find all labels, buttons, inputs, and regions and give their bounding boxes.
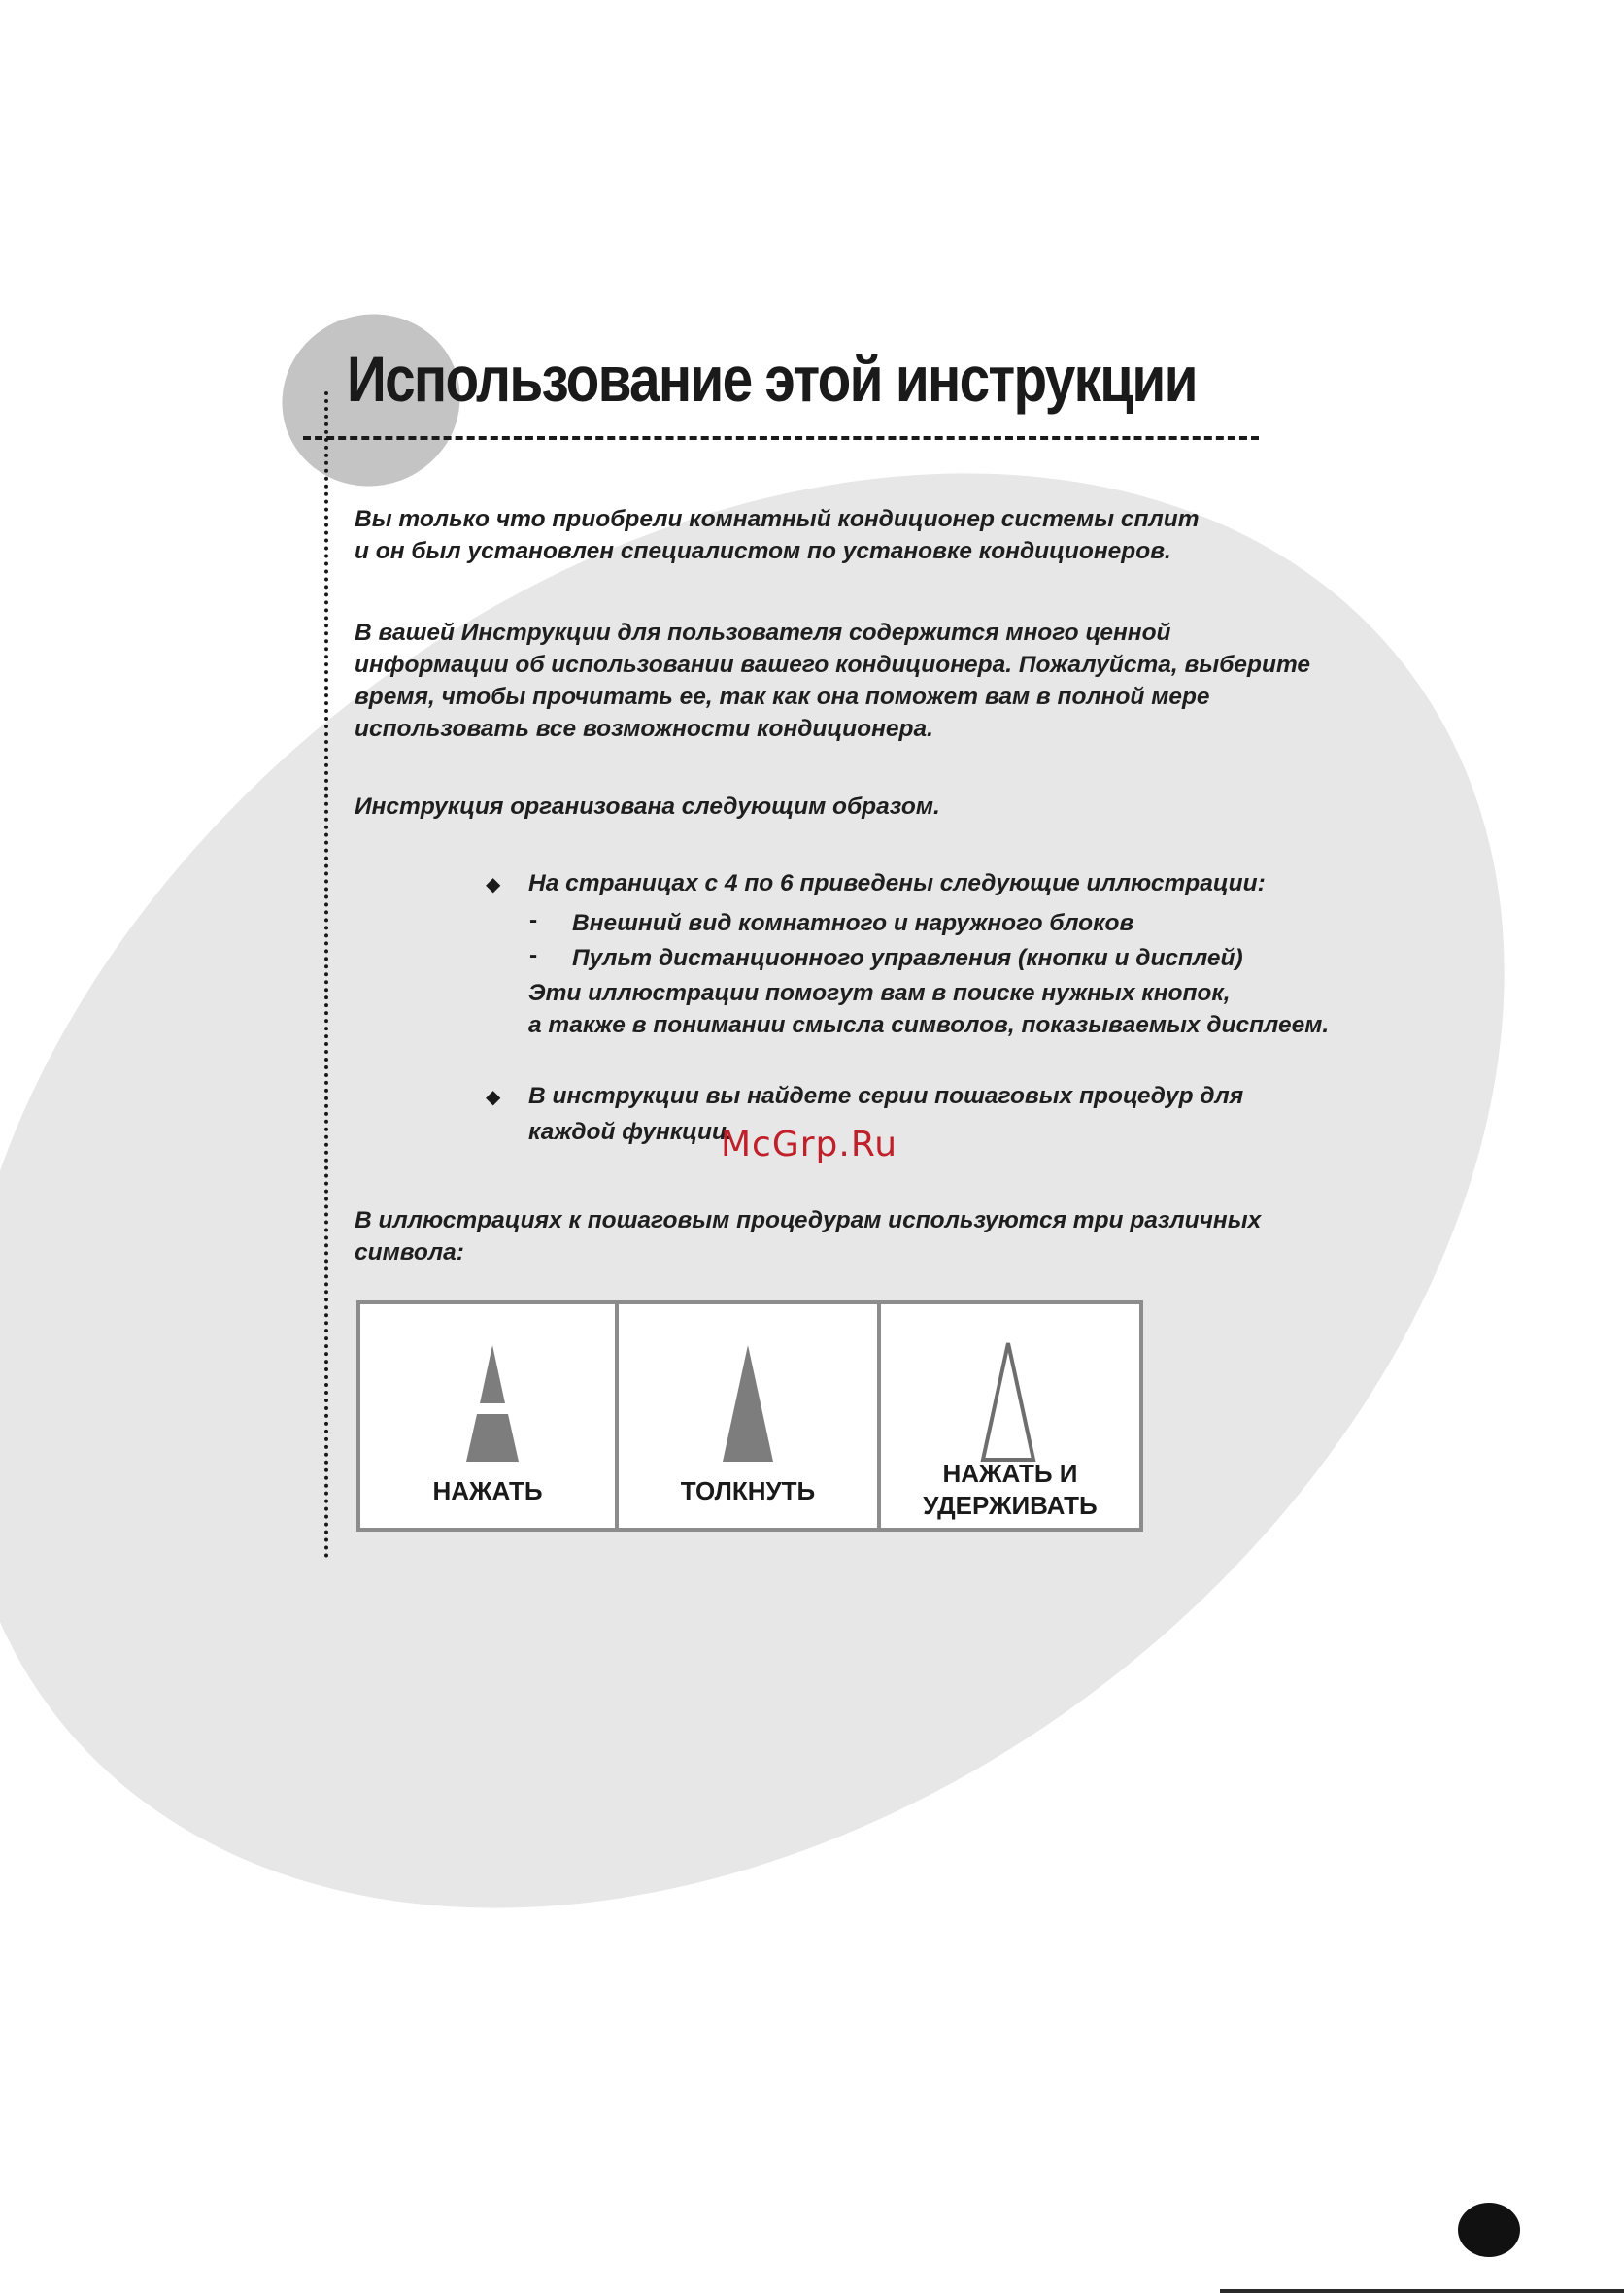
- symbol-cell-push: [619, 1300, 881, 1532]
- bullet-diamond-icon: ◆: [486, 1087, 501, 1108]
- sub-item-dash: -: [529, 942, 538, 968]
- symbols-intro-line: В иллюстрациях к пошаговым процедурам используются три различных: [355, 1207, 1262, 1233]
- organization-paragraph: [355, 791, 1365, 823]
- bullet-2-text: В инструкции вы найдете серии пошаговых процедур для: [528, 1083, 1244, 1109]
- symbol-label-hold: УДЕРЖИВАТЬ: [923, 1491, 1098, 1520]
- footer-line: [1220, 2289, 1624, 2293]
- organization-line: Инструкция организована следующим образом.: [355, 793, 940, 820]
- symbols-intro-paragraph: [355, 1204, 1365, 1268]
- page-number-marker: [1458, 2203, 1520, 2257]
- bullet-diamond-icon: ◆: [486, 874, 501, 895]
- sub-item-outdoor-units: Внешний вид комнатного и наружного блоков: [572, 910, 1134, 936]
- sub-item-dash: -: [529, 907, 538, 933]
- background-ellipse: [0, 177, 1624, 2204]
- symbol-cell-press: [356, 1300, 619, 1532]
- intro-paragraph: [355, 503, 1365, 567]
- manual-info-line: В вашей Инструкции для пользователя содержится много ценной: [355, 620, 1171, 646]
- symbols-table: [356, 1300, 1143, 1532]
- bullet-1-note: Эти иллюстрации помогут вам в поиске нужных кнопок,: [528, 980, 1231, 1006]
- page-title: Использование этой инструкции: [347, 343, 1197, 415]
- watermark: McGrp.Ru: [721, 1125, 898, 1164]
- intro-line: Вы только что приобрели комнатный кондиционер системы сплит: [355, 506, 1200, 532]
- title-divider: [303, 436, 1259, 440]
- manual-info-line: использовать все возможности кондиционера.: [355, 716, 933, 742]
- bullet-1-note: а также в понимании смысла символов, показываемых дисплеем.: [528, 1012, 1330, 1038]
- bullet-2-text: каждой функции.: [528, 1119, 733, 1145]
- manual-info-line: время, чтобы прочитать ее, так как она поможет вам в полной мере: [355, 684, 1210, 710]
- symbol-label-hold: НАЖАТЬ И: [942, 1459, 1078, 1488]
- symbols-intro-line: символа:: [355, 1239, 464, 1265]
- symbol-cell-press-and-hold: [881, 1300, 1143, 1532]
- vertical-dotted-rule: [324, 391, 328, 1559]
- symbol-label-press: НАЖАТЬ: [432, 1476, 543, 1505]
- bullet-1-text: На страницах с 4 по 6 приведены следующие иллюстрации:: [528, 870, 1266, 896]
- manual-info-paragraph: [355, 617, 1365, 745]
- intro-line: и он был установлен специалистом по установке кондиционеров.: [355, 538, 1171, 564]
- symbol-label-push: ТОЛКНУТЬ: [680, 1476, 816, 1505]
- sub-item-remote-control: Пульт дистанционного управления (кнопки и дисплей): [572, 945, 1243, 971]
- manual-info-line: информации об использовании вашего кондиционера. Пожалуйста, выберите: [355, 652, 1311, 678]
